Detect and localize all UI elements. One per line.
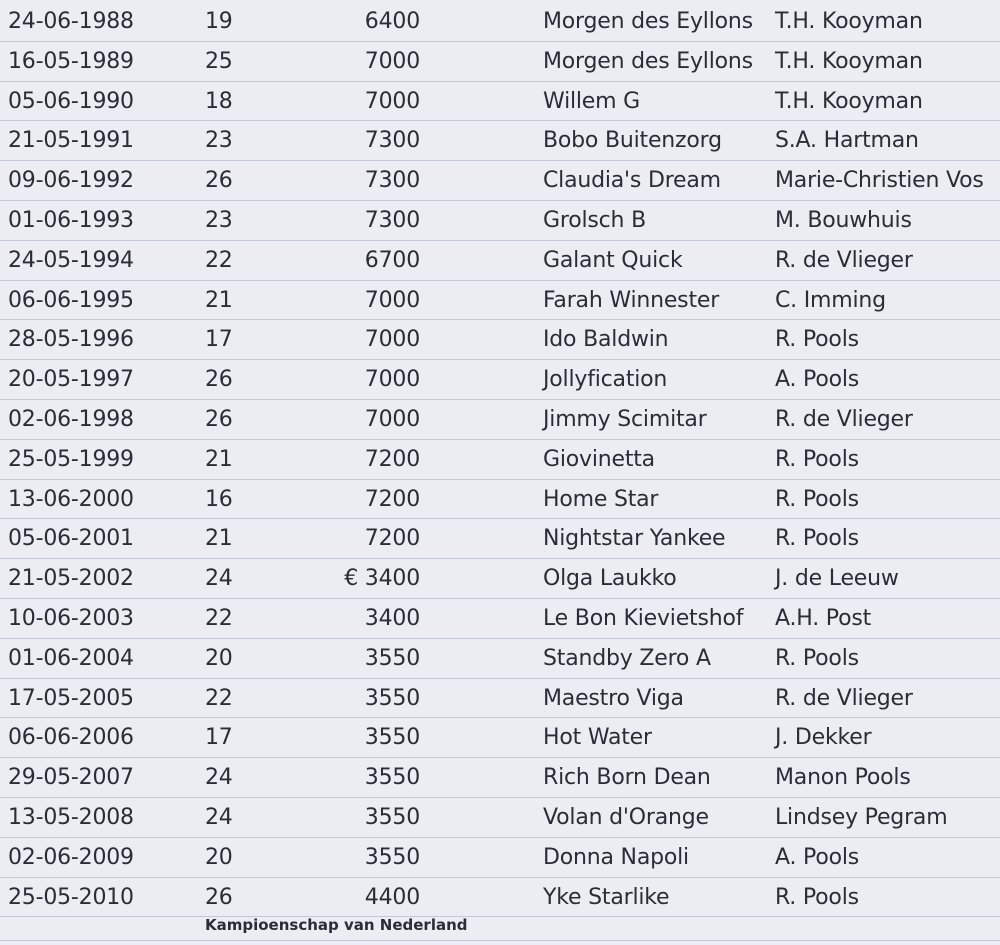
date-cell: 05-06-1990: [8, 88, 134, 114]
prize-cell: 3550: [364, 725, 420, 751]
footer-caption: Kampioenschap van Nederland: [205, 916, 468, 934]
horse-cell: Morgen des Eyllons: [543, 48, 753, 74]
date-cell: 13-06-2000: [8, 486, 134, 512]
prize-cell: 7000: [364, 48, 420, 74]
table-row: [0, 599, 1000, 639]
date-cell: 10-06-2003: [8, 605, 134, 631]
starters-cell: 21: [205, 446, 233, 472]
prize-cell: 6700: [364, 247, 420, 273]
starters-cell: 20: [205, 844, 233, 870]
prize-cell: 7300: [364, 128, 420, 154]
date-cell: 25-05-1999: [8, 446, 134, 472]
table-row: [0, 679, 1000, 719]
table-row: [0, 400, 1000, 440]
starters-cell: 24: [205, 765, 233, 791]
prize-cell: 7000: [364, 327, 420, 353]
horse-cell: Standby Zero A: [543, 645, 711, 671]
horse-cell: Rich Born Dean: [543, 765, 711, 791]
starters-cell: 21: [205, 526, 233, 552]
starters-cell: 22: [205, 605, 233, 631]
prize-cell: 7000: [364, 406, 420, 432]
horse-cell: Jollyfication: [543, 367, 668, 393]
bottom-divider: [0, 940, 1000, 941]
horse-cell: Yke Starlike: [543, 884, 670, 910]
table-row: [0, 2, 1000, 42]
table-row: [0, 241, 1000, 281]
horse-cell: Morgen des Eyllons: [543, 9, 753, 34]
table-row: [0, 878, 1000, 918]
horse-cell: Maestro Viga: [543, 685, 684, 711]
starters-cell: 17: [205, 327, 233, 353]
date-cell: 06-06-2006: [8, 725, 134, 751]
rider-cell: S.A. Hartman: [775, 128, 919, 154]
prize-cell: 7000: [364, 367, 420, 393]
prize-cell: 3550: [364, 645, 420, 671]
prize-cell: 3550: [364, 804, 420, 830]
rider-cell: R. de Vlieger: [775, 247, 913, 273]
starters-cell: 18: [205, 88, 233, 114]
rider-cell: A. Pools: [775, 844, 860, 870]
starters-cell: 22: [205, 247, 233, 273]
prize-cell: 3550: [364, 844, 420, 870]
date-cell: 01-06-2004: [8, 645, 134, 671]
prize-cell: 3550: [364, 765, 420, 791]
rider-cell: T.H. Kooyman: [775, 48, 923, 74]
starters-cell: 26: [205, 884, 233, 910]
table-row: [0, 519, 1000, 559]
prize-cell: 3550: [364, 685, 420, 711]
date-cell: 21-05-1991: [8, 128, 134, 154]
results-table: [0, 2, 1000, 917]
starters-cell: 26: [205, 406, 233, 432]
rider-cell: A. Pools: [775, 367, 860, 393]
table-row: [0, 161, 1000, 201]
table-row: [0, 82, 1000, 122]
horse-cell: Grolsch B: [543, 207, 646, 233]
date-cell: 29-05-2007: [8, 765, 134, 791]
table-row: [0, 838, 1000, 878]
prize-cell: 6400: [364, 9, 420, 34]
starters-cell: 16: [205, 486, 233, 512]
horse-cell: Bobo Buitenzorg: [543, 128, 722, 154]
date-cell: 02-06-1998: [8, 406, 134, 432]
horse-cell: Donna Napoli: [543, 844, 689, 870]
rider-cell: J. de Leeuw: [775, 566, 899, 592]
rider-cell: R. Pools: [775, 446, 859, 472]
starters-cell: 22: [205, 685, 233, 711]
date-cell: 17-05-2005: [8, 685, 134, 711]
date-cell: 06-06-1995: [8, 287, 134, 313]
date-cell: 28-05-1996: [8, 327, 134, 353]
rider-cell: A.H. Post: [775, 605, 872, 631]
prize-cell: 7300: [364, 207, 420, 233]
table-row: [0, 718, 1000, 758]
table-row: [0, 121, 1000, 161]
table-row: [0, 480, 1000, 520]
starters-cell: 24: [205, 804, 233, 830]
table-row: [0, 798, 1000, 838]
rider-cell: Lindsey Pegram: [775, 804, 948, 830]
horse-cell: Willem G: [543, 88, 641, 114]
rider-cell: M. Bouwhuis: [775, 207, 912, 233]
date-cell: 09-06-1992: [8, 168, 134, 194]
starters-cell: 23: [205, 128, 233, 154]
starters-cell: 21: [205, 287, 233, 313]
rider-cell: R. Pools: [775, 486, 859, 512]
table-row: [0, 360, 1000, 400]
date-cell: 13-05-2008: [8, 804, 134, 830]
rider-cell: R. de Vlieger: [775, 685, 913, 711]
date-cell: 24-05-1994: [8, 247, 134, 273]
horse-cell: Farah Winnester: [543, 287, 720, 313]
rider-cell: R. Pools: [775, 327, 859, 353]
table-row: [0, 42, 1000, 82]
starters-cell: 19: [205, 9, 233, 34]
horse-cell: Volan d'Orange: [543, 804, 709, 830]
date-cell: 20-05-1997: [8, 367, 134, 393]
table-row: [0, 559, 1000, 599]
starters-cell: 26: [205, 168, 233, 194]
date-cell: 05-06-2001: [8, 526, 134, 552]
table-row: [0, 639, 1000, 679]
prize-cell: 3400: [364, 605, 420, 631]
rider-cell: C. Imming: [775, 287, 886, 313]
prize-cell: 7000: [364, 88, 420, 114]
starters-cell: 26: [205, 367, 233, 393]
horse-cell: Nightstar Yankee: [543, 526, 726, 552]
horse-cell: Galant Quick: [543, 247, 683, 273]
horse-cell: Le Bon Kievietshof: [543, 605, 744, 631]
date-cell: 16-05-1989: [8, 48, 134, 74]
starters-cell: 24: [205, 566, 233, 592]
table-row: [0, 281, 1000, 321]
starters-cell: 20: [205, 645, 233, 671]
date-cell: 02-06-2009: [8, 844, 134, 870]
rider-cell: R. Pools: [775, 645, 859, 671]
table-row: [0, 201, 1000, 241]
rider-cell: R. Pools: [775, 884, 859, 910]
rider-cell: J. Dekker: [775, 725, 872, 751]
date-cell: 21-05-2002: [8, 566, 134, 592]
prize-cell: 7000: [364, 287, 420, 313]
prize-cell: 7300: [364, 168, 420, 194]
horse-cell: Home Star: [543, 486, 659, 512]
table-row: [0, 320, 1000, 360]
date-cell: 25-05-2010: [8, 884, 134, 910]
date-cell: 24-06-1988: [8, 9, 134, 34]
table-row: [0, 758, 1000, 798]
prize-cell: 4400: [364, 884, 420, 910]
starters-cell: 17: [205, 725, 233, 751]
prize-cell: € 3400: [344, 566, 420, 592]
horse-cell: Olga Laukko: [543, 566, 677, 592]
prize-cell: 7200: [364, 526, 420, 552]
horse-cell: Claudia's Dream: [543, 168, 721, 194]
starters-cell: 25: [205, 48, 233, 74]
rider-cell: T.H. Kooyman: [775, 88, 923, 114]
table-row: [0, 440, 1000, 480]
horse-cell: Ido Baldwin: [543, 327, 669, 353]
horse-cell: Jimmy Scimitar: [543, 406, 707, 432]
rider-cell: R. de Vlieger: [775, 406, 913, 432]
prize-cell: 7200: [364, 486, 420, 512]
date-cell: 01-06-1993: [8, 207, 134, 233]
prize-cell: 7200: [364, 446, 420, 472]
rider-cell: R. Pools: [775, 526, 859, 552]
starters-cell: 23: [205, 207, 233, 233]
rider-cell: Marie-Christien Vos: [775, 168, 984, 194]
horse-cell: Giovinetta: [543, 446, 655, 472]
horse-cell: Hot Water: [543, 725, 652, 751]
rider-cell: T.H. Kooyman: [775, 9, 923, 34]
rider-cell: Manon Pools: [775, 765, 911, 791]
